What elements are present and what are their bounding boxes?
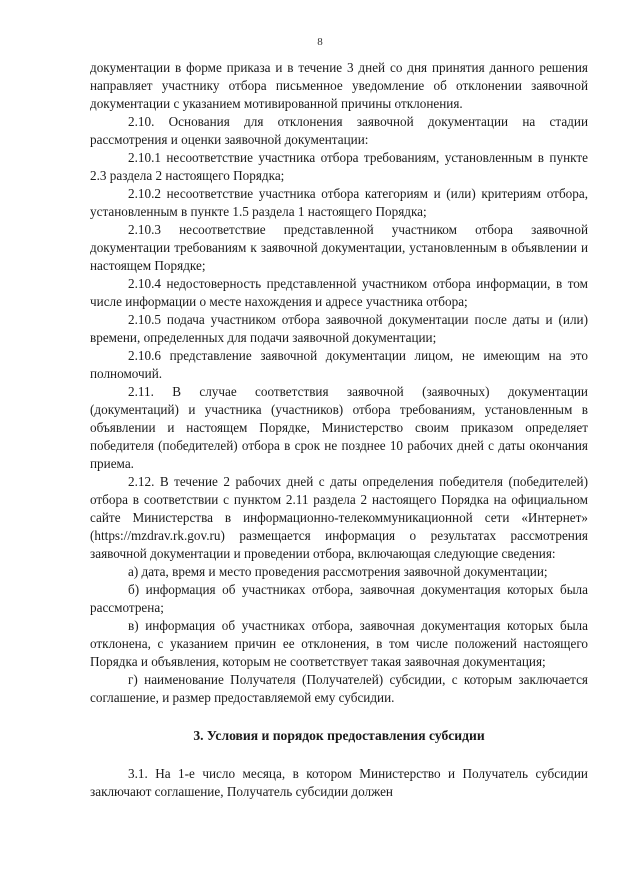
section-3-paragraphs — [90, 765, 588, 801]
paragraph: 2.12. В течение 2 рабочих дней с даты определения победителя (победителей) отбора в соответствии с пунктом 2.11 раздела 2 настоящего Порядка на официальном сайте Министерства в информационно-телекоммуникационной сети «Интернет» (https://mzdrav.rk.gov.ru) размещается информация о результатах рассмотрения заявочной документации и проведении отбора, включающая следующие сведения: — [90, 474, 588, 561]
document-body — [90, 59, 588, 801]
paragraph: 2.10.4 недостоверность представленной участником отбора информации, в том числе информации о месте нахождения и адресе участника отбора; — [90, 276, 588, 309]
paragraph: г) наименование Получателя (Получателей) субсидии, с которым заключается соглашение, и размер предоставляемой ему субсидии. — [90, 672, 588, 705]
paragraph: 2.10.6 представление заявочной документации лицом, не имеющим на это полномочий. — [90, 348, 588, 381]
paragraph: 2.11. В случае соответствия заявочной (заявочных) документации (документаций) и участника (участников) отбора требованиям, установленным в объявлении и настоящем Порядке, Министерство своим приказом определяет победителя (победителей) отбора в срок не позднее 10 рабочих дней с даты окончания приема. — [90, 384, 588, 471]
paragraph: в) информация об участниках отбора, заявочная документация которых была отклонена, с указанием причин ее отклонения, в том числе положений настоящего Порядка и объявления, которым не соответствует такая заявочная документация; — [90, 618, 588, 669]
section-2-paragraphs — [90, 59, 588, 707]
paragraph: документации в форме приказа и в течение 3 дней со дня принятия данного решения направляет участнику отбора письменное уведомление об отклонении заявочной документации с указанием мотивированной причины отклонения. — [90, 60, 588, 111]
paragraph: 2.10.5 подача участником отбора заявочной документации после даты и (или) времени, определенных для подачи заявочной документации; — [90, 312, 588, 345]
paragraph: б) информация об участниках отбора, заявочная документация которых была рассмотрена; — [90, 582, 588, 615]
paragraph: а) дата, время и место проведения рассмотрения заявочной документации; — [128, 564, 548, 579]
page-number: 8 — [317, 36, 323, 48]
paragraph: 2.10. Основания для отклонения заявочной документации на стадии рассмотрения и оценки заявочной документации: — [90, 114, 588, 147]
paragraph: 2.10.1 несоответствие участника отбора требованиям, установленным в пункте 2.3 раздела 2 настоящего Порядка; — [90, 150, 588, 183]
paragraph: 3.1. На 1-е число месяца, в котором Министерство и Получатель субсидии заключают соглашение, Получатель субсидии должен — [90, 766, 588, 799]
paragraph: 2.10.3 несоответствие представленной участником отбора заявочной документации требованиям к заявочной документации, установленным в объявлении и настоящем Порядке; — [90, 222, 588, 273]
section-heading: 3. Условия и порядок предоставления субсидии — [193, 728, 485, 743]
paragraph: 2.10.2 несоответствие участника отбора категориям и (или) критериям отбора, установленным в пункте 1.5 раздела 1 настоящего Порядка; — [90, 186, 588, 219]
